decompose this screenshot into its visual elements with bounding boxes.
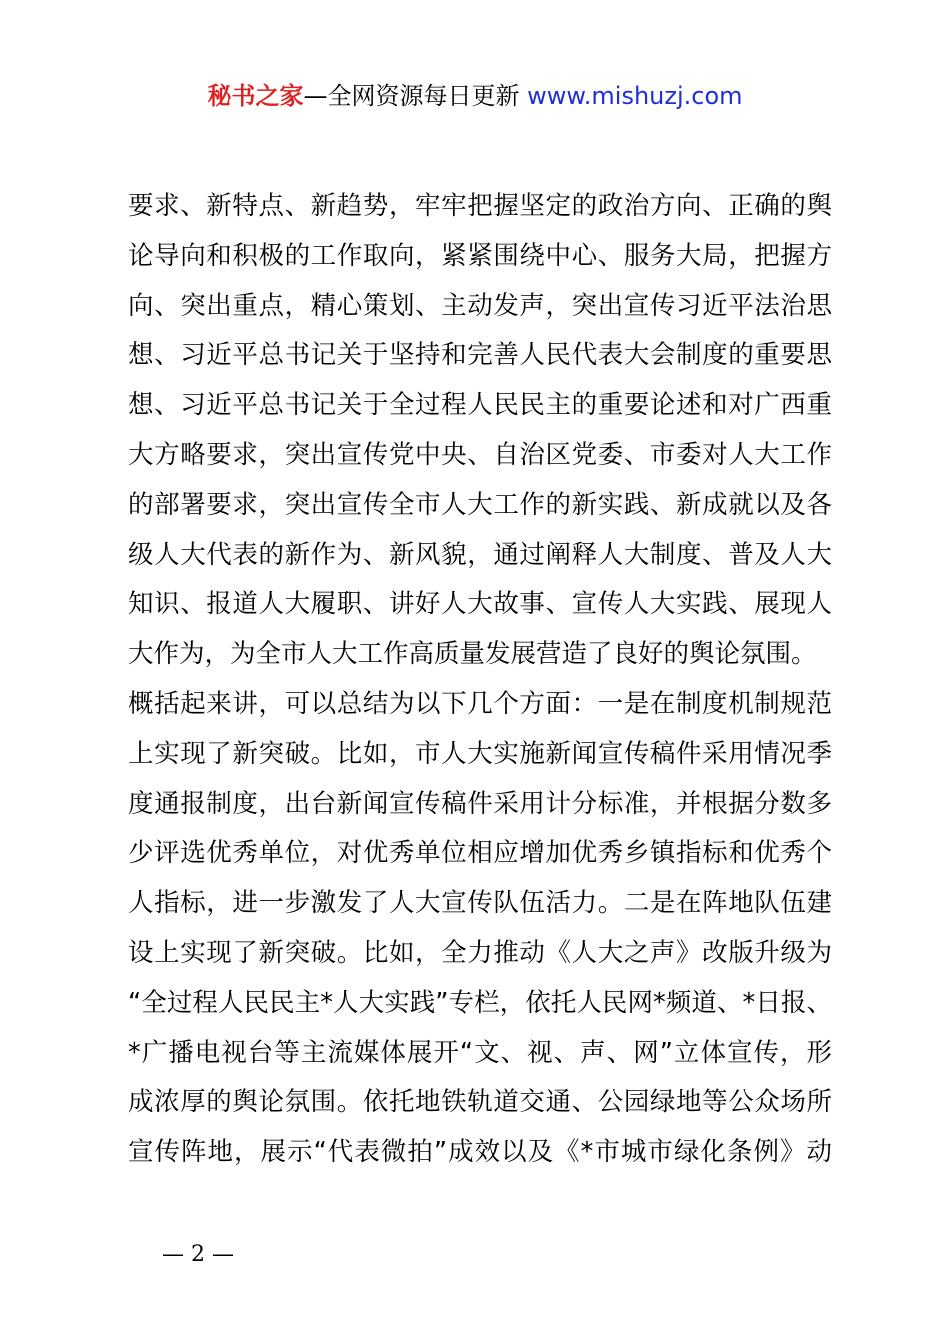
body-line: 宣传阵地，展示“代表微拍”成效以及《*市城市绿化条例》动 (128, 1137, 832, 1168)
body-line: 度通报制度，出台新闻宣传稿件采用计分标准，并根据分数多 (128, 788, 832, 819)
header-brand: 秘书之家 (207, 82, 304, 110)
body-text (128, 182, 832, 1178)
page-header (0, 78, 950, 114)
body-line: “全过程人民民主*人大实践”专栏，依托人民网*频道、*日报、 (128, 987, 832, 1018)
body-line: 大作为，为全市人大工作高质量发展营造了良好的舆论氛围。 (128, 639, 817, 670)
body-line: 少评选优秀单位，对优秀单位相应增加优秀乡镇指标和优秀个 (128, 838, 832, 869)
body-line: 向、突出重点，精心策划、主动发声，突出宣传习近平法治思 (128, 290, 832, 321)
body-line: 大方略要求，突出宣传党中央、自治区党委、市委对人大工作 (128, 439, 832, 470)
body-line: 成浓厚的舆论氛围。依托地铁轨道交通、公园绿地等公众场所 (128, 1087, 832, 1118)
body-line: 想、习近平总书记关于坚持和完善人民代表大会制度的重要思 (128, 340, 832, 371)
body-line: 要求、新特点、新趋势，牢牢把握坚定的政治方向、正确的舆 (128, 191, 832, 221)
body-line: 想、习近平总书记关于全过程人民民主的重要论述和对广西重 (128, 390, 832, 421)
body-line: 级人大代表的新作为、新风貌，通过阐释人大制度、普及人大 (128, 539, 832, 570)
body-line: 知识、报道人大履职、讲好人大故事、宣传人大实践、展现人 (128, 589, 832, 620)
page-number: — 2 — (162, 1242, 234, 1267)
body-line: 上实现了新突破。比如，市人大实施新闻宣传稿件采用情况季 (128, 738, 832, 769)
header-slogan: —全网资源每日更新 (303, 82, 528, 110)
header-url[interactable]: www.mishuzj.com (527, 82, 743, 110)
body-line: 论导向和积极的工作取向，紧紧围绕中心、服务大局，把握方 (128, 240, 832, 271)
body-line: *广播电视台等主流媒体展开“文、视、声、网”立体宣传，形 (128, 1037, 832, 1068)
body-line: 概括起来讲，可以总结为以下几个方面：一是在制度机制规范 (128, 688, 832, 719)
body-line: 人指标，进一步激发了人大宣传队伍活力。二是在阵地队伍建 (128, 888, 832, 919)
body-line: 的部署要求，突出宣传全市人大工作的新实践、新成就以及各 (128, 489, 832, 520)
body-line: 设上实现了新突破。比如，全力推动《人大之声》改版升级为 (128, 937, 832, 968)
